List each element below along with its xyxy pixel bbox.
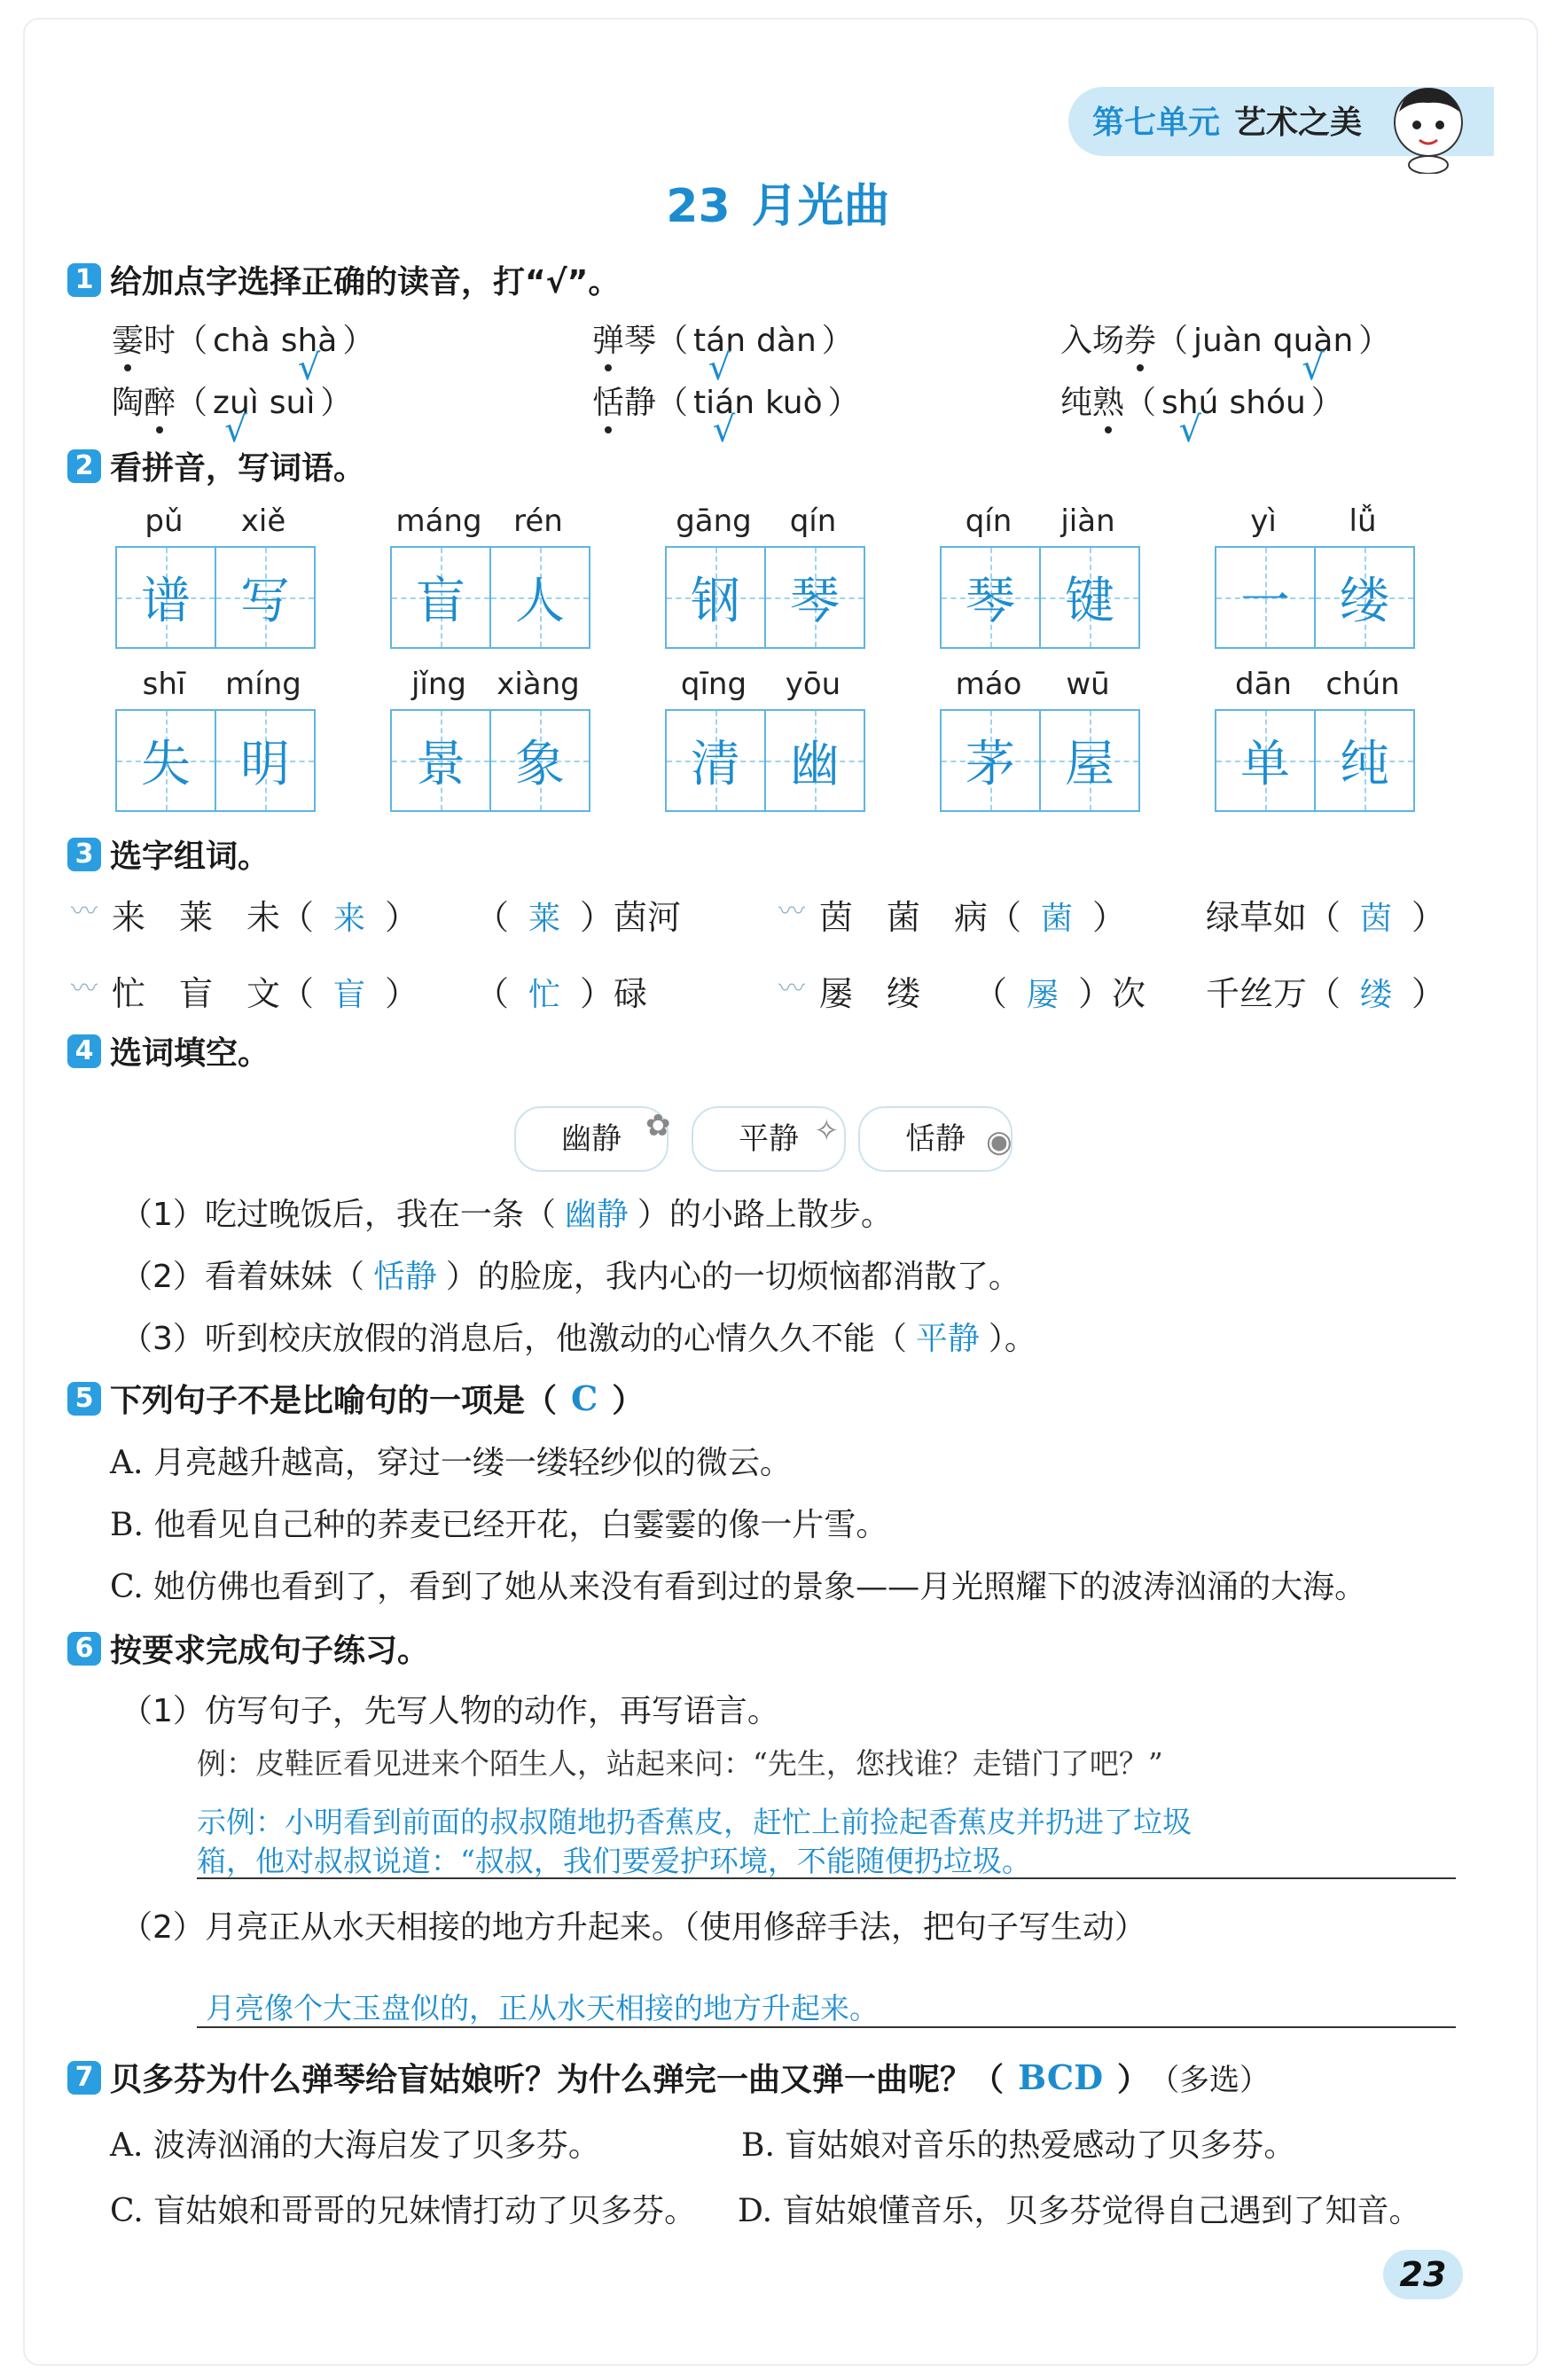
tian-grid: 茅 屋 [940,709,1140,812]
check-mark-icon: √ [1178,410,1201,450]
q4-number: 4 [67,1034,101,1068]
q7-title: 贝多芬为什么弹琴给盲姑娘听？为什么弹完一曲又弹一曲呢？（ [110,2062,1005,2098]
q5-option-a: A. 月亮越升越高，穿过一缕一缕轻纱似的微云。 [110,1445,792,1481]
q7-option-b: B. 盲姑娘对音乐的热爱感动了贝多芬。 [741,2127,1296,2164]
lesson-name: 月光曲 [751,180,890,233]
q1-item-5: 恬静（ tián √ kuò ） [592,385,860,450]
pinyin: xiàng [497,667,580,702]
q5-number: 5 [67,1382,101,1416]
q3-row-1c: 茵 菌 病（ 菌 ） [819,898,1127,937]
q3-row-1a: 来 莱 未（ 来 ） [112,898,419,937]
q5-option-c: C. 她仿佛也看到了，看到了她从来没有看到过的景象——月光照耀下的波涛汹涌的大海。 [110,1569,1367,1605]
pinyin: jiàn [1060,503,1115,539]
tian-grid: 清 幽 [665,709,865,812]
q5-answer: C [571,1378,598,1418]
word-choice: 幽静 [514,1106,669,1172]
tian-grid: 盲 人 [390,546,590,649]
pinyin: pǔ [145,503,184,539]
ladybug-icon: ◉ [986,1124,1013,1159]
q7-answer: BCD [1018,2057,1104,2097]
check-mark-icon: √ [224,410,247,450]
q4-sentence-3: （3）听到校庆放假的消息后，他激动的心情久久不能（ 平静 ）。 [121,1321,1036,1357]
q3-row-2a: 忙 盲 文（ 盲 ） [112,974,419,1013]
q3-row-2b: （ 忙 ）碌 [475,974,648,1013]
lesson-number: 23 [666,180,731,233]
answer-line [197,2026,1456,2028]
pinyin: jǐng [411,667,467,702]
pinyin: gāng [676,503,752,539]
q6-heading [67,1626,429,1671]
tian-grid: 失 明 [115,709,316,812]
tian-grid: 钢 琴 [665,546,865,649]
q2-title: 看拼音，写词语。 [110,450,366,487]
q1-number: 1 [67,263,101,297]
q1-item-3: 入场券（ juàn quàn √ ） [1060,323,1391,388]
lesson-title [0,168,1556,235]
tian-grid: 一 缕 [1215,546,1415,649]
q1-item-6: 纯熟（ shú √ shóu ） [1060,385,1343,450]
q3-row-2c: 屡 缕 （ 屡 ）次 [819,974,1146,1013]
word-choice: 恬静 [858,1106,1013,1172]
pinyin: qín [789,503,837,539]
pinyin: dān [1235,667,1292,702]
q3-row-2d: 千丝万（ 缕 ） [1206,974,1446,1013]
q3-row-1d: 绿草如（ 茵 ） [1206,898,1446,937]
tian-grid: 景 象 [390,709,590,812]
q4-sentence-1: （1）吃过晚饭后，我在一条（ 幽静 ）的小路上散步。 [121,1197,893,1233]
q6-example: 例：皮鞋匠看见进来个陌生人，站起来问：“先生，您找谁？走错门了吧？” [197,1746,1163,1781]
q5-title: 下列句子不是比喻句的一项是（ [110,1383,558,1419]
q5-heading: 5 下列句子不是比喻句的一项是（ C ） [67,1376,644,1421]
tian-grid: 谱 写 [115,546,316,649]
q3-title: 选字组词。 [110,839,270,875]
q5-option-b: B. 他看见自己种的荞麦已经开花，白霎霎的像一片雪。 [110,1507,888,1543]
unit-title: 艺术之美 [1234,105,1363,141]
tian-grid: 单 纯 [1215,709,1415,812]
q7-option-c: C. 盲姑娘和哥哥的兄妹情打动了贝多芬。 [110,2193,697,2229]
answer-line [197,1877,1456,1879]
boy-mascot-icon [1380,76,1477,174]
q7-option-a: A. 波涛汹涌的大海启发了贝多芬。 [110,2127,600,2164]
q3-number: 3 [67,838,101,871]
q2-number: 2 [67,449,101,483]
pinyin: yì [1250,503,1277,539]
check-mark-icon: √ [297,347,321,388]
unit-label: 第七单元 [1092,105,1221,141]
q6-number: 6 [67,1632,101,1666]
pinyin: qín [965,503,1013,539]
pinyin: yōu [785,667,841,702]
squirrel-icon: ✿ [645,1108,671,1143]
q4-sentence-2: （2）看着妹妹（ 恬静 ）的脸庞，我内心的一切烦恼都消散了。 [121,1259,1020,1295]
pinyin: xiě [240,503,286,539]
pinyin: wū [1066,667,1110,702]
q1-item-1: 霎时（ chà shà √ ） [112,323,375,388]
pinyin: shī [142,667,186,702]
q3-heading [67,831,270,877]
q1-item-2: 弹琴（ tán √ dàn ） [592,323,854,388]
pinyin: chún [1325,667,1400,702]
check-mark-icon: √ [712,410,736,450]
q6-part-2: （2）月亮正从水天相接的地方升起来。（使用修辞手法，把句子写生动） [121,1909,1146,1946]
check-mark-icon: √ [708,347,731,388]
q3-row-1b: （ 莱 ）茵河 [475,898,682,937]
bird-icon: 〰 [778,896,805,927]
q4-title: 选词填空。 [110,1035,270,1072]
q1-title: 给加点字选择正确的读音，打“√”。 [110,264,621,300]
q7-option-d: D. 盲姑娘懂音乐，贝多芬觉得自己遇到了知音。 [738,2193,1421,2229]
pinyin: rén [513,503,563,539]
pinyin: lǚ [1349,503,1377,539]
q1-item-4: 陶醉（ zuì √ suì ） [112,385,353,450]
q2-heading [67,443,365,488]
q1-heading [67,257,620,302]
pinyin: máng [395,503,482,539]
pinyin: míng [225,667,301,702]
q6-answer-2: 月亮像个大玉盘似的，正从水天相接的地方升起来。 [206,1991,879,2025]
bird-icon: 〰 [778,973,805,1004]
word-choice: 平静 [692,1106,846,1172]
q4-heading [67,1028,270,1073]
pinyin: máo [955,667,1022,702]
page-number: 23 [1383,2250,1463,2299]
q7-number: 7 [67,2061,101,2095]
q6-title: 按要求完成句子练习。 [110,1633,430,1669]
q6-answer-1-line-1: 示例：小明看到前面的叔叔随地扔香蕉皮，赶忙上前捡起香蕉皮并扔进了垃圾 [197,1805,1192,1839]
sparkle-icon: ✧ [814,1113,840,1149]
bird-icon: 〰 [71,973,98,1004]
tian-grid: 琴 键 [940,546,1140,649]
pinyin: qīng [680,667,747,702]
q7-heading: 7 贝多芬为什么弹琴给盲姑娘听？为什么弹完一曲又弹一曲呢？（ BCD ） （多选） [67,2055,1270,2100]
check-mark-icon: √ [1302,347,1325,388]
q6-part-1: （1）仿写句子，先写人物的动作，再写语言。 [121,1693,779,1729]
bird-icon: 〰 [71,896,98,927]
q6-answer-1-line-2: 箱，他对叔叔说道：“叔叔，我们要爱护环境，不能随便扔垃圾。 [197,1844,1031,1878]
